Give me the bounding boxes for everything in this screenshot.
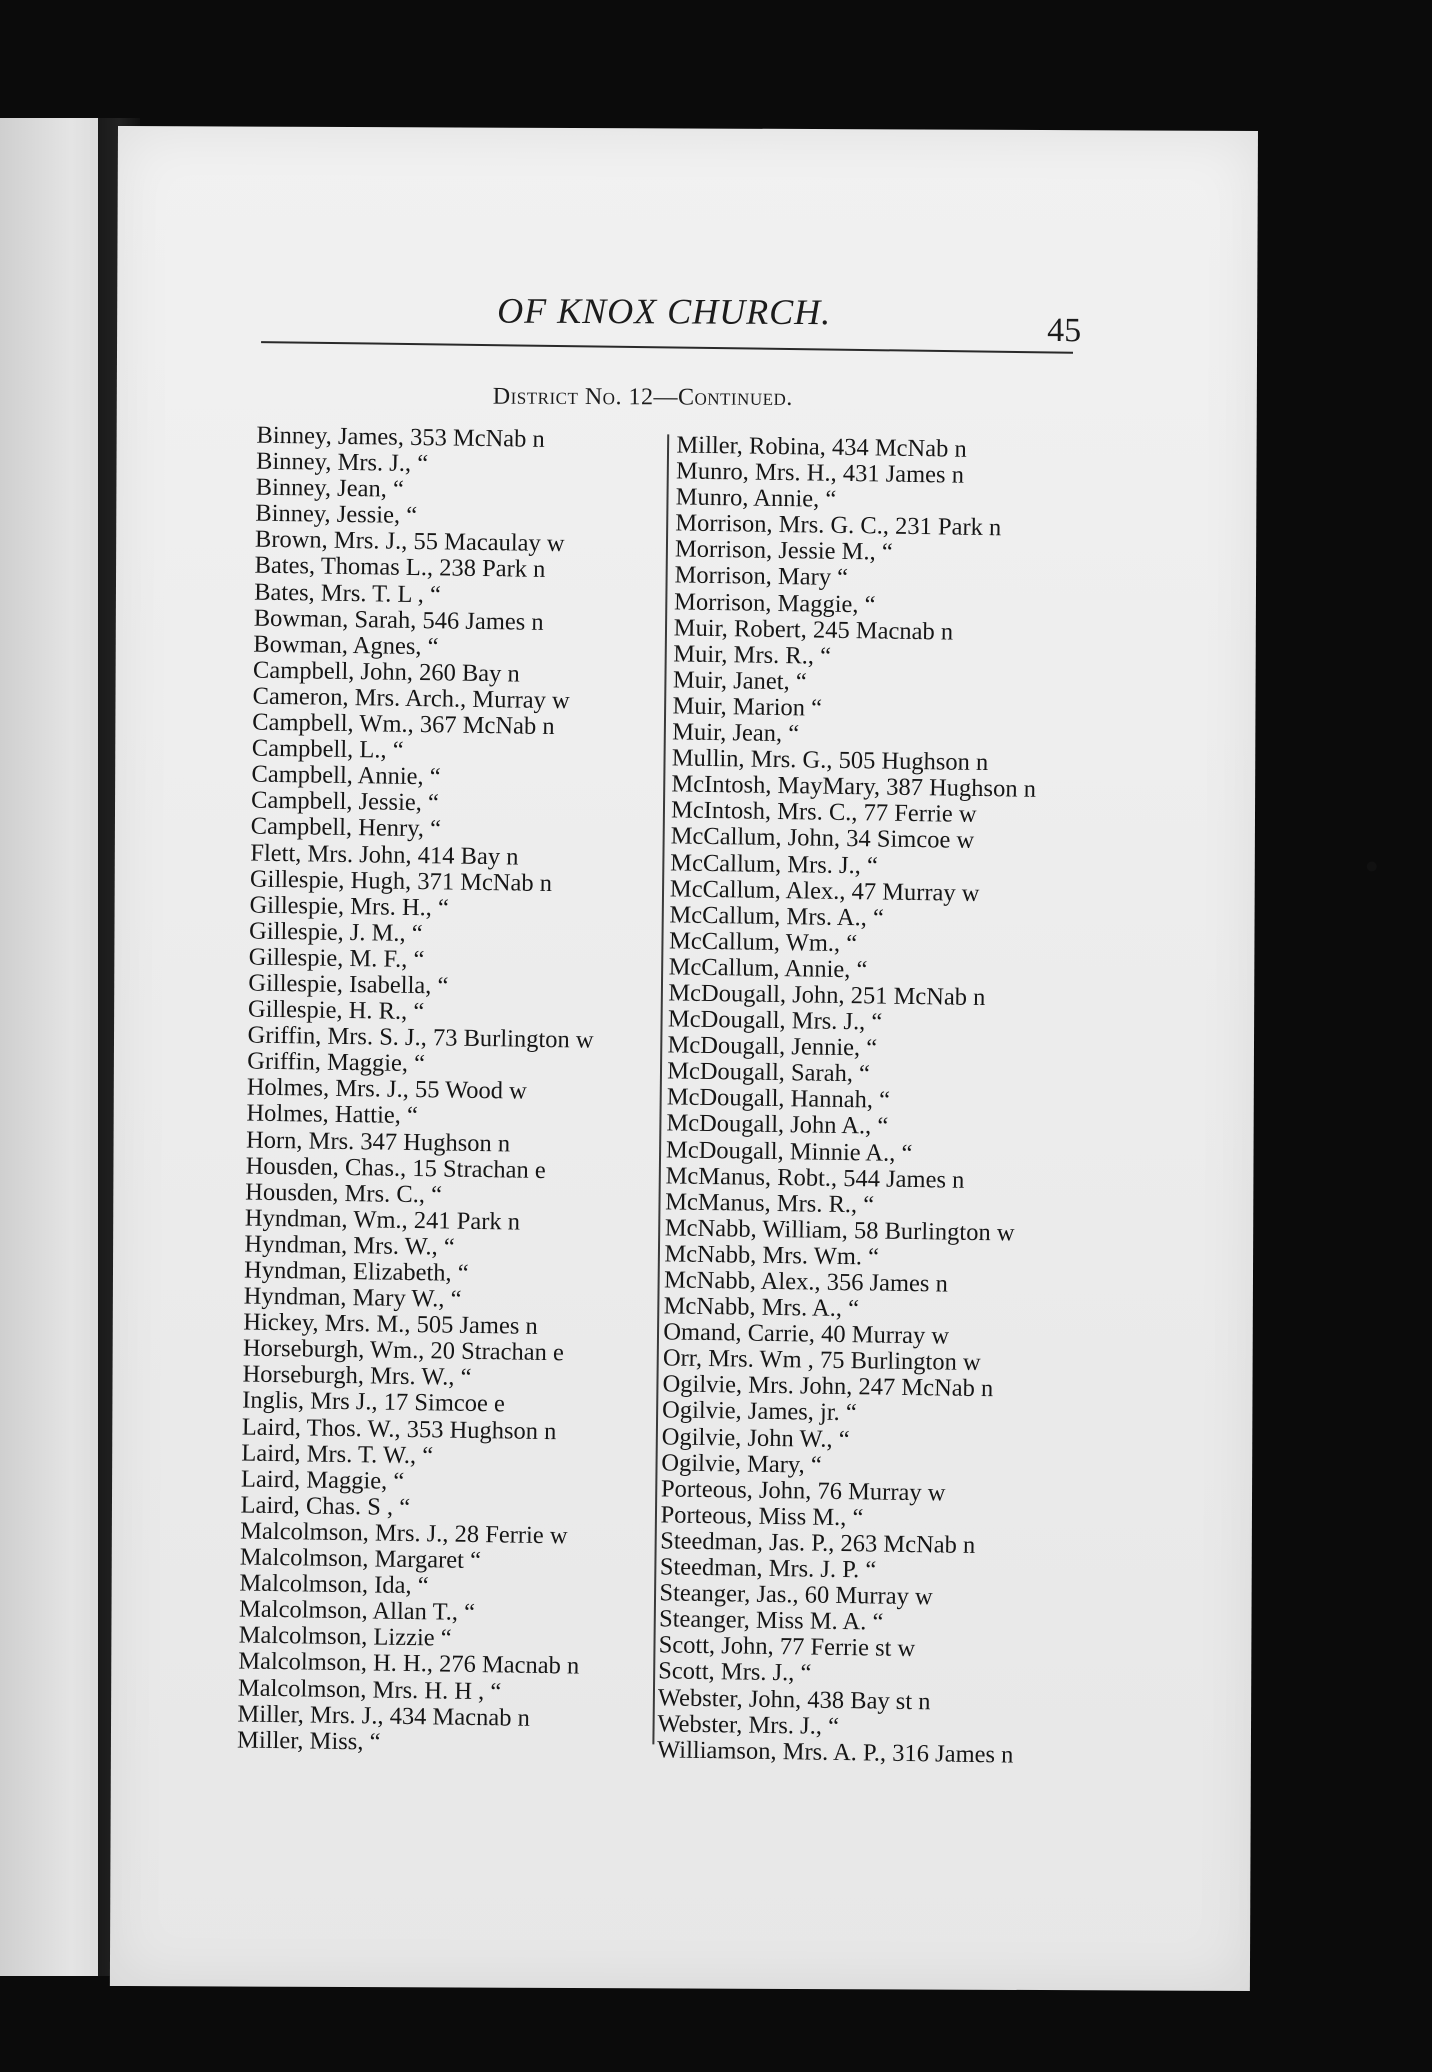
directory-entry: Campbell, L., “ (251, 734, 404, 764)
running-head: OF KNOX CHURCH. (497, 290, 832, 333)
directory-entry: McManus, Robt., 544 James n (665, 1161, 965, 1194)
directory-entry: Muir, Janet, “ (672, 666, 807, 696)
directory-entry: McManus, Mrs. R., “ (665, 1188, 875, 1219)
directory-entry: Malcolmson, Allan T., “ (238, 1595, 476, 1627)
directory-entry: Scott, Mrs. J., “ (658, 1657, 812, 1687)
directory-entry: Muir, Marion “ (672, 692, 823, 722)
directory-entry: Morrison, Mary “ (674, 561, 849, 592)
directory-entry: Malcolmson, Ida, “ (239, 1569, 429, 1600)
directory-entry: McNabb, William, 58 Burlington w (664, 1214, 1015, 1247)
directory-entry: Laird, Maggie, “ (240, 1465, 405, 1495)
directory-entry: Morrison, Jessie M., “ (674, 535, 893, 567)
directory-entry: Bowman, Sarah, 546 James n (253, 604, 544, 636)
directory-entry: Bates, Mrs. T. L , “ (253, 578, 442, 608)
directory-entry: Webster, John, 438 Bay st n (657, 1683, 931, 1715)
directory-entry: Malcolmson, Mrs. J., 28 Ferrie w (240, 1517, 568, 1550)
directory-entry: Cameron, Mrs. Arch., Murray w (252, 682, 570, 715)
directory-entry: McCallum, Annie, “ (668, 953, 868, 984)
directory-entry: McIntosh, Mrs. C., 77 Ferrie w (670, 796, 977, 829)
directory-entry: Malcolmson, Lizzie “ (238, 1621, 452, 1652)
directory-entry: Hyndman, Wm., 241 Park n (244, 1204, 521, 1236)
directory-entry: Porteous, John, 76 Murray w (660, 1475, 946, 1507)
directory-entry: Gillespie, Isabella, “ (248, 969, 449, 1000)
directory-entry: Munro, Mrs. H., 431 James n (675, 457, 965, 489)
directory-entry: Gillespie, Mrs. H., “ (249, 891, 450, 922)
directory-entry: Holmes, Mrs. J., 55 Wood w (246, 1073, 528, 1106)
directory-entry: Laird, Mrs. T. W., “ (241, 1439, 434, 1469)
directory-entry: Horseburgh, Wm., 20 Strachan e (242, 1334, 565, 1367)
directory-entry: Miller, Mrs. J., 434 Macnab n (237, 1700, 531, 1732)
directory-entry: Housden, Chas., 15 Strachan e (245, 1152, 546, 1184)
directory-entry: McDougall, Hannah, “ (666, 1083, 891, 1115)
directory-entry: Gillespie, J. M., “ (248, 917, 423, 947)
directory-entry: McDougall, John, 251 McNab n (668, 979, 986, 1012)
directory-entry: Malcolmson, H. H., 276 Macnab n (238, 1647, 580, 1680)
directory-entry: Scott, John, 77 Ferrie st w (658, 1631, 916, 1663)
directory-entry: Gillespie, M. F., “ (248, 943, 425, 974)
directory-entry: Horseburgh, Mrs. W., “ (242, 1360, 472, 1392)
directory-entry: Horn, Mrs. 347 Hughson n (245, 1126, 511, 1157)
directory-entry: Binney, Jean, “ (255, 473, 405, 503)
directory-entry: McCallum, Mrs. A., “ (669, 901, 885, 932)
directory-entry: Holmes, Hattie, “ (246, 1099, 419, 1130)
page-edge-mark (1367, 861, 1377, 871)
book-page (110, 126, 1258, 1991)
directory-entry: Inglis, Mrs J., 17 Simcoe e (241, 1386, 506, 1418)
directory-entry: Munro, Annie, “ (675, 483, 837, 514)
directory-entry: Steanger, Jas., 60 Murray w (659, 1579, 933, 1611)
directory-entry: McDougall, Sarah, “ (666, 1057, 871, 1088)
directory-entry: Miller, Robina, 434 McNab n (676, 431, 967, 463)
directory-entry: Webster, Mrs. J., “ (657, 1709, 840, 1740)
directory-entry: Binney, James, 353 McNab n (256, 421, 545, 453)
directory-entry: Binney, Mrs. J., “ (255, 447, 429, 478)
directory-entry: Campbell, John, 260 Bay n (252, 656, 520, 688)
header-rule (261, 341, 1073, 354)
directory-entry: McDougall, John A., “ (666, 1109, 889, 1141)
directory-entry: Porteous, Miss M., “ (660, 1501, 864, 1532)
directory-entry: Miller, Miss, “ (236, 1726, 381, 1756)
directory-entry: McNabb, Alex., 356 James n (663, 1266, 949, 1298)
directory-entry: Muir, Mrs. R., “ (673, 640, 832, 670)
directory-entry: Campbell, Jessie, “ (250, 786, 440, 817)
directory-entry: McCallum, John, 34 Simcoe w (670, 822, 975, 855)
directory-entry: McIntosh, MayMary, 387 Hughson n (671, 770, 1037, 804)
directory-entry: Ogilvie, John W., “ (661, 1422, 850, 1453)
directory-entry: McCallum, Wm., “ (668, 927, 858, 957)
directory-entry: Binney, Jessie, “ (255, 499, 418, 530)
directory-entry: Morrison, Mrs. G. C., 231 Park n (675, 509, 1002, 542)
directory-entry: Hyndman, Mrs. W., “ (244, 1230, 455, 1261)
directory-entry: McNabb, Mrs. Wm. “ (664, 1240, 880, 1271)
directory-entry: Malcolmson, Margaret “ (239, 1543, 482, 1575)
directory-entry: Brown, Mrs. J., 55 Macaulay w (254, 525, 565, 558)
directory-entry: McDougall, Minnie A., “ (665, 1135, 913, 1167)
directory-entry: Ogilvie, Mary, “ (661, 1448, 822, 1479)
left-column (237, 423, 677, 1760)
directory-entry: Orr, Mrs. Wm , 75 Burlington w (662, 1344, 981, 1377)
directory-entry: Hyndman, Mary W., “ (243, 1282, 462, 1313)
directory-entry: Steedman, Mrs. J. P. “ (659, 1553, 877, 1584)
directory-entry: Griffin, Maggie, “ (247, 1047, 426, 1078)
directory-entry: Flett, Mrs. John, 414 Bay n (250, 839, 519, 871)
directory-entry: McDougall, Mrs. J., “ (667, 1005, 883, 1036)
directory-entry: Hyndman, Elizabeth, “ (243, 1256, 469, 1287)
directory-entry: Bates, Thomas L., 238 Park n (254, 552, 546, 584)
directory-entry: Malcolmson, Mrs. H. H , “ (237, 1673, 502, 1705)
directory-entry: McCallum, Mrs. J., “ (670, 848, 879, 879)
directory-entry: Muir, Robert, 245 Macnab n (673, 614, 954, 646)
directory-entry: Campbell, Annie, “ (251, 760, 441, 791)
directory-entry: McDougall, Jennie, “ (667, 1031, 878, 1062)
directory-entry: Gillespie, H. R., “ (247, 995, 425, 1026)
section-heading: District No. 12—Continued. (492, 383, 793, 411)
directory-entry: Morrison, Maggie, “ (673, 587, 876, 618)
directory-entry: Ogilvie, James, jr. “ (661, 1396, 857, 1427)
directory-entry: Ogilvie, Mrs. John, 247 McNab n (662, 1370, 994, 1403)
directory-entry: McNabb, Mrs. A., “ (663, 1292, 860, 1323)
directory-entry: Muir, Jean, “ (672, 718, 800, 748)
page-number: 45 (1047, 312, 1082, 350)
directory-entry: Housden, Mrs. C., “ (245, 1178, 443, 1209)
directory-entry: Campbell, Henry, “ (250, 812, 442, 843)
directory-entry: Steanger, Miss M. A. “ (658, 1605, 884, 1636)
directory-entry: Laird, Chas. S , “ (240, 1491, 411, 1521)
directory-entry: Omand, Carrie, 40 Murray w (663, 1318, 950, 1350)
directory-entry: Steedman, Jas. P., 263 McNab n (660, 1527, 976, 1559)
directory-entry: Laird, Thos. W., 353 Hughson n (241, 1413, 557, 1445)
directory-entry: Campbell, Wm., 367 McNab n (252, 708, 555, 741)
directory-entry: Griffin, Mrs. S. J., 73 Burlington w (247, 1021, 594, 1054)
directory-entry: Hickey, Mrs. M., 505 James n (243, 1308, 538, 1341)
directory-entry: Williamson, Mrs. A. P., 316 James n (656, 1735, 1014, 1769)
directory-entry: Bowman, Agnes, “ (253, 630, 439, 661)
right-column (657, 432, 1097, 1769)
directory-entry: McCallum, Alex., 47 Murray w (669, 874, 980, 907)
directory-entry: Gillespie, Hugh, 371 McNab n (249, 865, 553, 897)
directory-entry: Mullin, Mrs. G., 505 Hughson n (671, 744, 989, 777)
